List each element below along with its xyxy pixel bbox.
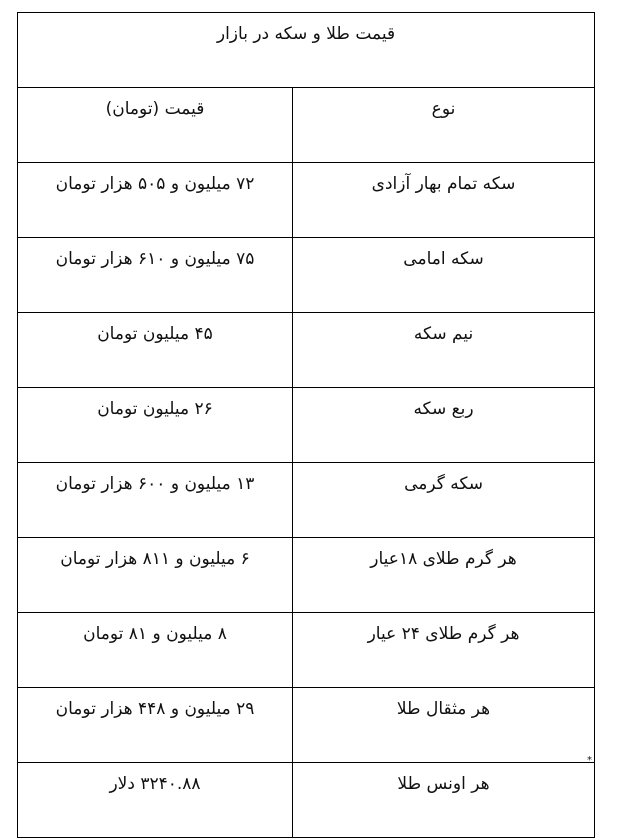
row-type-cell: هر اونس طلا bbox=[293, 763, 595, 838]
row-type-cell: سکه تمام بهار آزادی bbox=[293, 163, 595, 238]
table-row bbox=[18, 463, 595, 538]
row-type-cell: هر مثقال طلا bbox=[293, 688, 595, 763]
table-row bbox=[18, 613, 595, 688]
row-price-cell: ۲۶ میلیون تومان bbox=[18, 388, 293, 463]
table-row bbox=[18, 538, 595, 613]
row-price-cell: ۷۵ میلیون و ۶۱۰ هزار تومان bbox=[18, 238, 293, 313]
table-row bbox=[18, 388, 595, 463]
header-price: قیمت (تومان) bbox=[18, 88, 293, 163]
row-price-cell: ۷۲ میلیون و ۵۰۵ هزار تومان bbox=[18, 163, 293, 238]
row-price-cell: ۸ میلیون و ۸۱ تومان bbox=[18, 613, 293, 688]
table-title: قیمت طلا و سکه در بازار bbox=[18, 13, 595, 88]
gold-coin-price-table bbox=[17, 12, 595, 838]
row-price-cell: ۱۳ میلیون و ۶۰۰ هزار تومان bbox=[18, 463, 293, 538]
row-price-cell: ۴۵ میلیون تومان bbox=[18, 313, 293, 388]
header-type: نوع bbox=[293, 88, 595, 163]
table-row bbox=[18, 763, 595, 838]
row-price-cell: ۲۹ میلیون و ۴۴۸ هزار تومان bbox=[18, 688, 293, 763]
row-type-cell: هر گرم طلای ۱۸عیار bbox=[293, 538, 595, 613]
row-price-cell: ۶ میلیون و ۸۱۱ هزار تومان bbox=[18, 538, 293, 613]
row-type-cell: هر گرم طلای ۲۴ عیار bbox=[293, 613, 595, 688]
footnote-asterisk: * bbox=[587, 755, 592, 766]
table-row bbox=[18, 313, 595, 388]
row-type-cell: سکه گرمی bbox=[293, 463, 595, 538]
row-type-cell: سکه امامی bbox=[293, 238, 595, 313]
row-type-cell: نیم سکه bbox=[293, 313, 595, 388]
row-type-cell: ربع سکه bbox=[293, 388, 595, 463]
row-price-cell: ۳۲۴۰.۸۸ دلار bbox=[18, 763, 293, 838]
table-row bbox=[18, 238, 595, 313]
table-header-row bbox=[18, 88, 595, 163]
table-row bbox=[18, 688, 595, 763]
table-title-row bbox=[18, 13, 595, 88]
table-row bbox=[18, 163, 595, 238]
